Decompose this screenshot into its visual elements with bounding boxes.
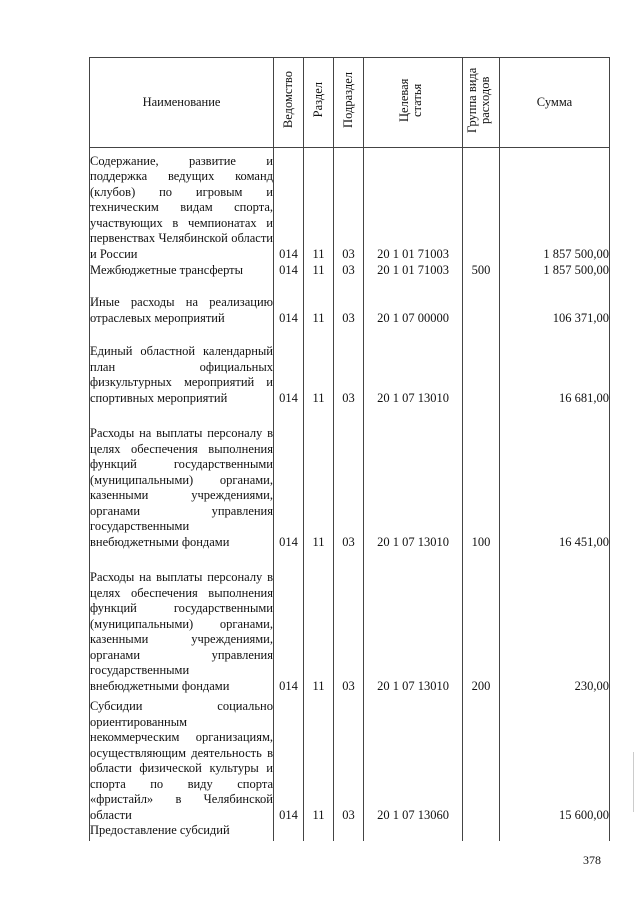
row-section: 11: [304, 147, 334, 262]
row-amount: 1 857 500,00: [500, 147, 610, 262]
row-target-item: 20 1 07 13060: [364, 694, 463, 823]
row-department: 014: [274, 147, 304, 262]
row-subsection: [334, 823, 364, 841]
row-subsection: 03: [334, 147, 364, 262]
table-row: [90, 326, 610, 406]
row-section: 11: [304, 278, 334, 326]
table-row: [90, 147, 610, 262]
row-amount: 106 371,00: [500, 278, 610, 326]
row-expense-group: [463, 278, 500, 326]
table-row: [90, 262, 610, 278]
row-expense-group: [463, 823, 500, 841]
row-name: Межбюджетные трансферты: [90, 262, 274, 278]
row-department: 014: [274, 694, 304, 823]
row-target-item: 20 1 07 13010: [364, 326, 463, 406]
row-expense-group: 100: [463, 406, 500, 550]
header-amount: Сумма: [500, 58, 610, 148]
row-subsection: 03: [334, 694, 364, 823]
table-row: [90, 550, 610, 694]
row-target-item: 20 1 01 71003: [364, 262, 463, 278]
header-name: Наименование: [90, 58, 274, 148]
row-target-item: 20 1 07 13010: [364, 550, 463, 694]
header-department: Ведомство: [274, 58, 304, 148]
row-name: Иные расходы на реализацию отраслевых мероприятий: [90, 278, 274, 326]
row-expense-group: 500: [463, 262, 500, 278]
scan-edge-mark: [633, 752, 634, 812]
header-target-item: Целевая статья: [364, 58, 463, 148]
table-row: [90, 823, 610, 841]
row-target-item: 20 1 07 13010: [364, 406, 463, 550]
row-amount: 230,00: [500, 550, 610, 694]
row-department: 014: [274, 326, 304, 406]
row-section: 11: [304, 550, 334, 694]
row-target-item: [364, 823, 463, 841]
row-subsection: 03: [334, 262, 364, 278]
row-subsection: 03: [334, 326, 364, 406]
row-department: 014: [274, 550, 304, 694]
row-expense-group: 200: [463, 550, 500, 694]
page-number: 378: [583, 853, 601, 867]
row-section: 11: [304, 406, 334, 550]
row-subsection: 03: [334, 278, 364, 326]
row-amount: [500, 823, 610, 841]
row-section: 11: [304, 694, 334, 823]
row-amount: 15 600,00: [500, 694, 610, 823]
row-section: 11: [304, 326, 334, 406]
row-name: Предоставление субсидий: [90, 823, 274, 841]
header-subsection: Подраздел: [334, 58, 364, 148]
row-target-item: 20 1 01 71003: [364, 147, 463, 262]
table-header-row: [90, 58, 610, 148]
row-amount: 16 451,00: [500, 406, 610, 550]
row-name: Субсидии социально ориентированным некоммерческим организациям, осуществляющим деятельность в области физической культуры и спорта по виду спорта «фристайл» в Челябинской области: [90, 694, 274, 823]
table-row: [90, 694, 610, 823]
row-subsection: 03: [334, 550, 364, 694]
header-expense-group: Группа вида расходов: [463, 58, 500, 148]
row-name: Содержание, развитие и поддержка ведущих команд (клубов) по игровым и техническим видам спорта, участвующих в чемпионатах и первенствах Челябинской области и России: [90, 147, 274, 262]
row-department: 014: [274, 406, 304, 550]
row-name: Единый областной календарный план официальных физкультурных мероприятий и спортивных мероприятий: [90, 326, 274, 406]
row-amount: 16 681,00: [500, 326, 610, 406]
row-expense-group: [463, 326, 500, 406]
row-department: 014: [274, 262, 304, 278]
row-name: Расходы на выплаты персоналу в целях обеспечения выполнения функций государственными (муниципальными) органами, казенными учреждениями, органами управления государственными внебюджетными фондами: [90, 550, 274, 694]
row-target-item: 20 1 07 00000: [364, 278, 463, 326]
row-subsection: 03: [334, 406, 364, 550]
row-department: 014: [274, 278, 304, 326]
row-name: Расходы на выплаты персоналу в целях обеспечения выполнения функций государственными (муниципальными) органами, казенными учреждениями, органами управления государственными внебюджетными фондами: [90, 406, 274, 550]
header-section: Раздел: [304, 58, 334, 148]
row-amount: 1 857 500,00: [500, 262, 610, 278]
row-department: [274, 823, 304, 841]
budget-table: [89, 57, 610, 841]
table-row: [90, 278, 610, 326]
table-row: [90, 406, 610, 550]
row-section: 11: [304, 262, 334, 278]
row-section: [304, 823, 334, 841]
row-expense-group: [463, 694, 500, 823]
row-expense-group: [463, 147, 500, 262]
